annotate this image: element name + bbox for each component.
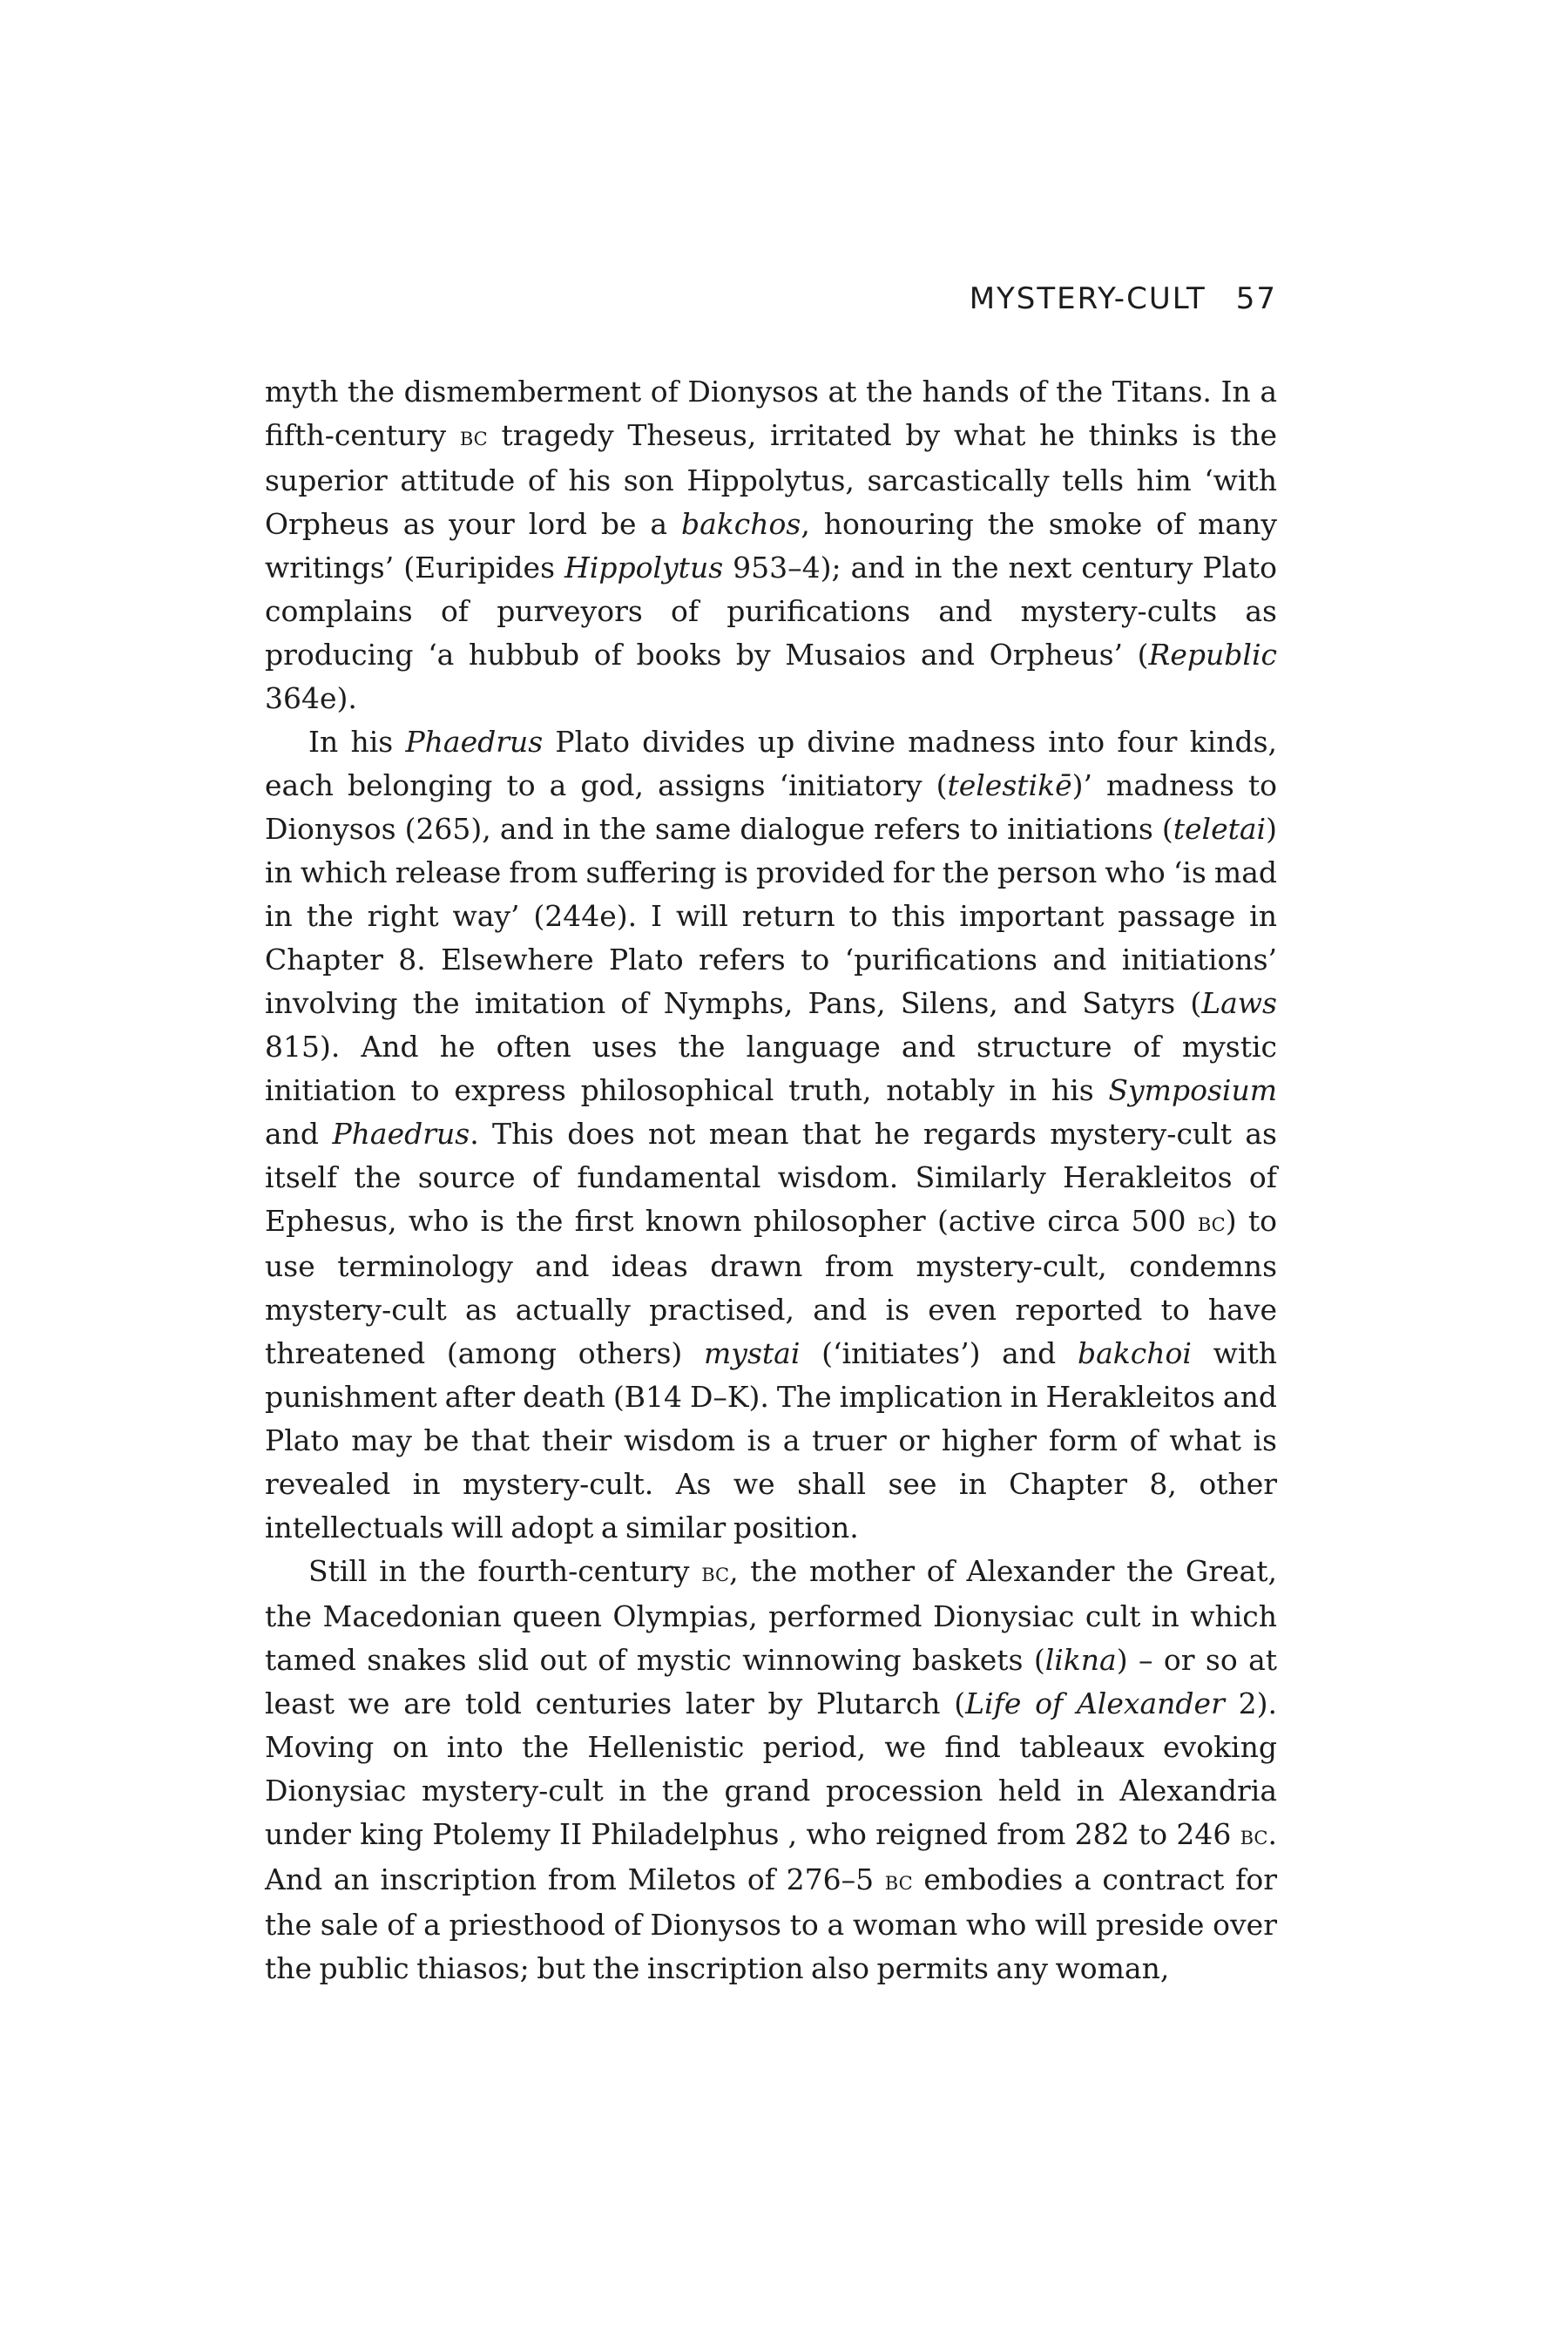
text-run: , honouring the smoke of many writings’ (Euripides: [265, 507, 1278, 585]
text-run: with punishment after death (B14 D–K). The implication in Herakleitos and Plato may be that their wisdom is a truer or higher form of what is revealed in mystery-cult. As we shall see in Chapter 8, other intellectuals will adopt a similar position.: [265, 1336, 1277, 1544]
running-head-title: MYSTERY-CULT: [969, 281, 1206, 316]
text-run: Plato divides up divine madness into four kinds, each belonging to a god, assigns ‘initiatory (: [265, 725, 1277, 802]
text-run: embodies a contract for the sale of a priesthood of Dionysos to a woman who will preside over the public thiasos; but the inscription also permits any woman,: [265, 1862, 1277, 1985]
text-run: In his: [308, 725, 406, 759]
italic-term: Life of Alexander: [965, 1686, 1225, 1720]
text-run: 2). Moving on into the Hellenistic period, we find tableaux evoking Dionysiac mystery-cult in the grand procession held in Alexandria under king Ptolemy II Philadelphus , who reigned from 282 to 246: [265, 1686, 1277, 1851]
text-run: Still in the fourth-century: [308, 1554, 702, 1588]
page-number: 57: [1235, 281, 1277, 316]
text-run: ) to use terminology and ideas drawn from mystery-cult, condemns mystery-cult as actually practised, and is even reported to have threatened (among others): [265, 1204, 1277, 1370]
era-abbreviation: bc: [1240, 1821, 1268, 1851]
italic-term: Phaedrus: [405, 725, 544, 759]
text-run: . This does not mean that he regards mystery-cult as itself the source of fundamental wisdom. Similarly Herakleitos of Ephesus, who is the first known philosopher (active circa 500: [265, 1117, 1277, 1238]
italic-term: likna: [1044, 1643, 1117, 1677]
era-abbreviation: bc: [1197, 1207, 1226, 1238]
text-run: myth the dismemberment of Dionysos at the hands of the Titans. In a fifth-century: [265, 375, 1277, 452]
body-text: [265, 370, 1277, 1990]
text-run: 953–4); and in the next century Plato complains of purveyors of purifications and mystery-cults as producing ‘a hubbub of books by Musaios and Orpheus’ (: [265, 551, 1277, 672]
text-run: tragedy Theseus, irritated by what he thinks is the superior attitude of his son Hippolytus, sarcastically tells him ‘with Orpheus as your lord be a: [265, 418, 1277, 541]
italic-term: bakchoi: [1077, 1336, 1192, 1370]
text-run: ) – or so at least we are told centuries later by Plutarch (: [265, 1643, 1278, 1720]
text-run: 815). And he often uses the language and structure of mystic initiation to express philosophical truth, notably in his: [265, 1030, 1277, 1107]
paragraph: [265, 370, 1277, 720]
running-head: [261, 277, 1277, 321]
era-abbreviation: bc: [459, 422, 488, 452]
italic-term: Republic: [1148, 638, 1277, 672]
italic-term: telestikē: [947, 768, 1072, 802]
text-run: ) in which release from suffering is provided for the person who ‘is mad in the right way’ (244e). I will return to this important passage in Chapter 8. Elsewhere Plato refers to ‘purifications and initiations’ involving the imitation of Nymphs, Pans, Silens, and Satyrs (: [265, 812, 1277, 1020]
text-run: . And an inscription from Miletos of 276–5: [265, 1817, 1277, 1896]
text-run: and: [265, 1117, 333, 1151]
text-run: )’ madness to Dionysos (265), and in the same dialogue refers to initiations (: [265, 768, 1277, 846]
italic-term: bakchos: [680, 507, 801, 541]
italic-term: Laws: [1201, 986, 1277, 1020]
italic-term: Symposium: [1108, 1073, 1277, 1107]
era-abbreviation: bc: [701, 1558, 730, 1588]
text-run: 364e).: [265, 681, 357, 715]
era-abbreviation: bc: [884, 1866, 913, 1896]
italic-term: Hippolytus: [564, 551, 724, 585]
text-run: , the mother of Alexander the Great, the Macedonian queen Olympias, performed Dionysiac cult in which tamed snakes slid out of mystic winnowing baskets (: [265, 1554, 1277, 1677]
paragraph: [265, 720, 1277, 1550]
italic-term: Phaedrus: [332, 1117, 470, 1151]
text-run: (‘initiates’) and: [800, 1336, 1078, 1370]
italic-term: teletai: [1173, 812, 1267, 846]
italic-term: mystai: [704, 1336, 801, 1370]
paragraph: [265, 1550, 1277, 1990]
